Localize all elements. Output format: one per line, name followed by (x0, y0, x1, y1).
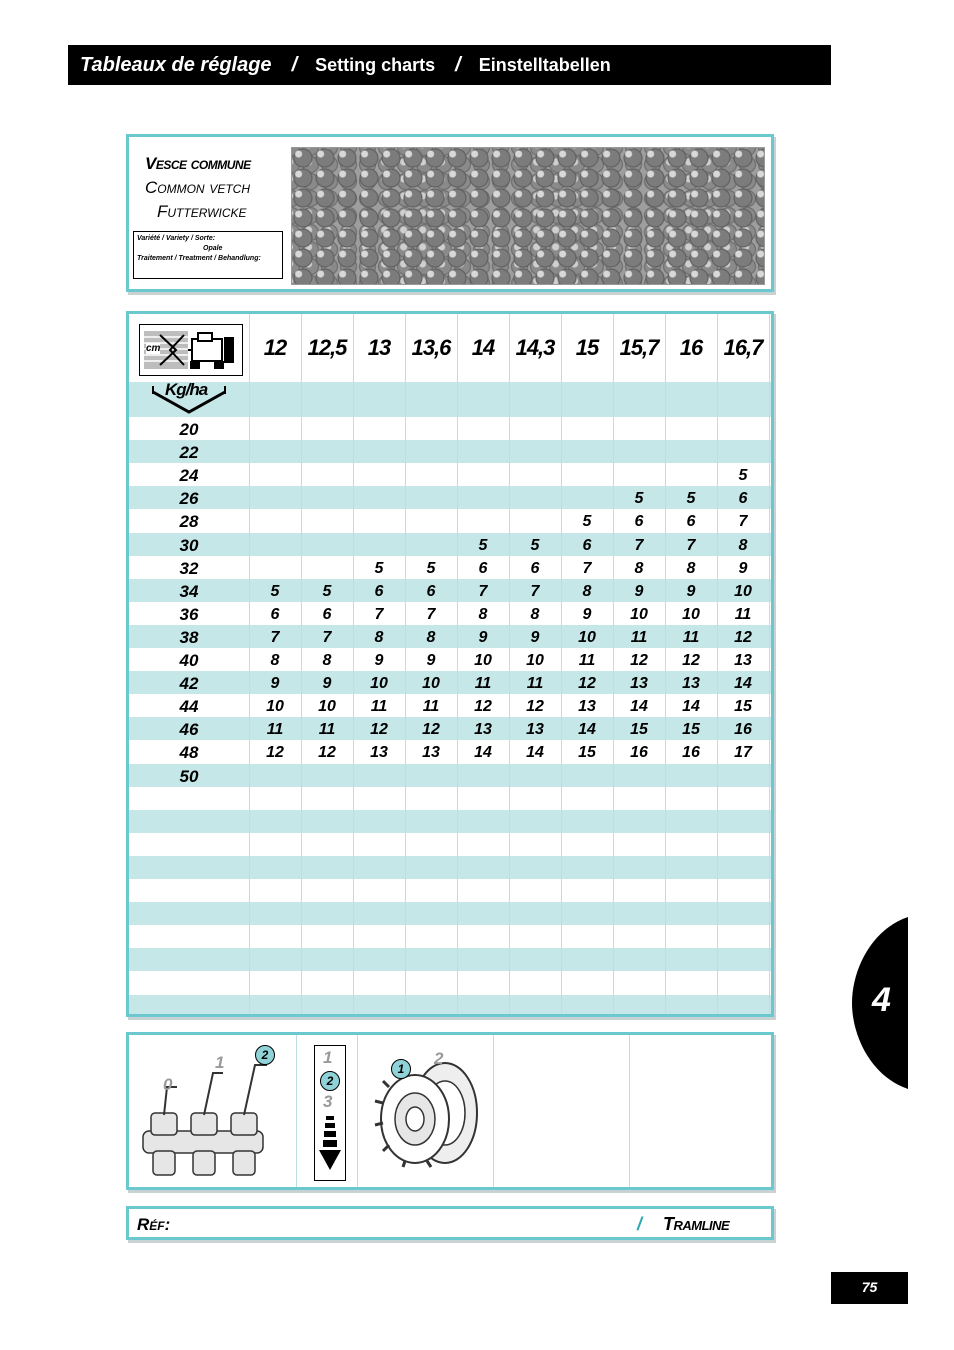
table-cell: 6 (634, 513, 644, 531)
table-band (129, 856, 771, 879)
table-cell: 6 (270, 605, 280, 623)
table-cell: 9 (686, 582, 696, 600)
page-number: 75 (831, 1272, 908, 1304)
table-cell: 8 (270, 652, 280, 669)
table-cell: 5 (426, 559, 436, 577)
table-cell: 10 (422, 675, 440, 693)
table-cell: 5 (530, 536, 540, 554)
variety-label: Variété / Variety / Sorte: (137, 235, 216, 242)
table-cell: 13 (526, 721, 544, 739)
table-cell: 9 (322, 675, 332, 693)
row-label: 30 (179, 535, 199, 555)
gauge-box (314, 1045, 346, 1181)
column-header: 13,6 (411, 335, 451, 360)
table-cell: 6 (582, 536, 592, 554)
table-cell: 11 (266, 721, 284, 739)
treatment-label: Traitement / Treatment / Behandlung: (137, 255, 261, 262)
table-cell: 10 (370, 675, 388, 693)
table-cell: 14 (526, 744, 544, 762)
table-cell: 11 (578, 652, 596, 669)
table-band (129, 948, 771, 971)
table-cell: 7 (426, 605, 436, 623)
row-label: 32 (179, 558, 199, 578)
table-cell: 12 (266, 744, 284, 762)
row-label: 24 (179, 466, 199, 486)
variety-box (133, 231, 283, 279)
table-cell: 8 (634, 559, 644, 577)
column-header: 15 (575, 335, 599, 360)
table-cell: 8 (426, 628, 436, 646)
table-cell: 6 (686, 513, 696, 531)
ref-panel (126, 1206, 774, 1240)
table-cell: 6 (426, 582, 436, 600)
table-cell: 12 (422, 721, 440, 739)
table-cell: 14 (578, 721, 596, 739)
table-cell: 11 (422, 698, 440, 716)
wheel-illustration (365, 1053, 485, 1173)
table-cell: 5 (634, 490, 644, 508)
column-header: 14,3 (515, 335, 555, 360)
table-cell: 15 (578, 744, 596, 762)
ref-label: Réf: (137, 1215, 171, 1234)
table-cell: 12 (318, 744, 336, 762)
column-header: 12,5 (307, 335, 347, 360)
row-label: 38 (179, 627, 199, 647)
table-cell: 13 (474, 721, 492, 739)
table-cell: 14 (630, 698, 648, 716)
lever-position-1: 1 (215, 1053, 225, 1072)
column-header: 14 (471, 335, 495, 360)
table-cell: 7 (374, 605, 384, 623)
row-label: 36 (179, 604, 199, 624)
table-cell: 13 (630, 675, 648, 693)
table-cell: 7 (478, 582, 488, 600)
table-cell: 8 (686, 559, 696, 577)
table-cell: 6 (530, 559, 540, 577)
table-cell: 10 (682, 605, 700, 623)
table-cell: 9 (270, 675, 280, 693)
table-cell: 7 (270, 628, 280, 646)
table-cell: 9 (426, 652, 436, 669)
table-cell: 10 (578, 628, 596, 646)
title-separator-1: / (291, 53, 298, 76)
table-cell: 11 (474, 675, 492, 693)
table-cell: 10 (526, 652, 544, 669)
table-cell: 16 (734, 721, 752, 739)
lever-position-2-selected: 2 (255, 1045, 275, 1065)
column-header: 16,7 (723, 335, 763, 360)
table-band (129, 995, 771, 1018)
table-cell: 12 (630, 652, 648, 669)
table-cell: 9 (478, 628, 488, 646)
table-cell: 7 (634, 536, 644, 554)
table-cell: 5 (738, 467, 748, 485)
table-cell: 9 (582, 605, 592, 623)
seed-name-de: Futterwicke (157, 202, 247, 221)
column-divider (769, 314, 770, 1014)
table-cell: 7 (322, 628, 332, 646)
table-cell: 9 (738, 559, 748, 577)
lever-position-0: 0 (163, 1075, 173, 1094)
seed-names (145, 152, 251, 224)
seed-panel (126, 134, 774, 292)
row-label: 28 (179, 512, 199, 532)
table-cell: 12 (370, 721, 388, 739)
row-label: 46 (179, 720, 199, 740)
row-label: 48 (179, 743, 199, 763)
table-cell: 10 (734, 582, 752, 600)
table-cell: 5 (582, 513, 592, 531)
rate-label (151, 378, 227, 416)
table-cell: 8 (738, 536, 748, 554)
ref-separator: / (637, 1214, 643, 1234)
title-en: Setting charts (315, 54, 436, 75)
table-cell: 6 (322, 605, 332, 623)
variety-value: Opale (203, 245, 223, 252)
table-band (129, 902, 771, 925)
setting-table (126, 311, 774, 1017)
table-cell: 8 (374, 628, 384, 646)
table-cell: 16 (682, 744, 700, 762)
table-cell: 13 (422, 744, 440, 762)
table-cell: 13 (578, 698, 596, 716)
rate-unit: Kg/ha (165, 380, 208, 399)
drill-icon (139, 324, 243, 376)
table-cell: 7 (582, 559, 592, 577)
table-band (129, 810, 771, 833)
table-cell: 11 (682, 628, 700, 646)
table-cell: 12 (682, 652, 700, 669)
table-cell: 11 (370, 698, 388, 716)
table-cell: 13 (682, 675, 700, 693)
table-cell: 8 (322, 652, 332, 669)
separator (493, 1035, 494, 1187)
table-cell: 12 (578, 675, 596, 693)
table-cell: 7 (530, 582, 540, 600)
table-cell: 11 (630, 628, 648, 646)
table-cell: 14 (734, 675, 752, 693)
gauge-level-3: 3 (323, 1092, 333, 1111)
column-header: 16 (679, 335, 703, 360)
table-cell: 15 (630, 721, 648, 739)
settings-panel (126, 1032, 774, 1190)
table-cell: 10 (474, 652, 492, 669)
table-cell: 7 (686, 536, 696, 554)
table-cell: 9 (634, 582, 644, 600)
table-cell: 11 (526, 675, 544, 693)
table-cell: 6 (478, 559, 488, 577)
down-arrow-icon (315, 1114, 345, 1178)
column-header: 12 (263, 335, 287, 360)
table-cell: 5 (322, 582, 332, 600)
gauge-level-1: 1 (323, 1048, 333, 1067)
table-cell: 5 (270, 582, 280, 600)
table-cell: 11 (318, 721, 336, 739)
row-label: 20 (179, 420, 199, 439)
seed-photo (291, 147, 765, 285)
table-cell: 16 (630, 744, 648, 762)
table-cell: 6 (374, 582, 384, 600)
table-cell: 6 (738, 490, 748, 508)
table-cell: 5 (374, 559, 384, 577)
chapter-tab (852, 917, 954, 1089)
seed-name-fr: Vesce commune (145, 154, 251, 173)
gauge-level-2-selected: 2 (320, 1071, 340, 1091)
row-label: 44 (179, 697, 199, 717)
table-cell: 14 (682, 698, 700, 716)
table-cell: 9 (530, 628, 540, 646)
wheel-option-2: 2 (434, 1049, 444, 1068)
separator (357, 1035, 358, 1187)
title-de: Einstelltabellen (478, 54, 611, 75)
table-cell: 5 (686, 490, 696, 508)
separator (296, 1035, 297, 1187)
seed-name-en: Common vetch (145, 178, 250, 197)
table-cell: 7 (738, 513, 748, 531)
row-label: 34 (179, 581, 199, 601)
row-label: 22 (179, 443, 199, 463)
icon-unit-label: cm (146, 343, 161, 354)
row-label: 50 (179, 766, 199, 786)
table-cell: 15 (682, 721, 700, 739)
table-cell: 9 (374, 652, 384, 669)
tramline-label: Tramline (663, 1214, 730, 1234)
title-fr: Tableaux de réglage (80, 53, 272, 76)
header-bar (68, 45, 831, 85)
table-cell: 8 (530, 605, 540, 623)
column-header: 15,7 (619, 335, 659, 360)
row-label: 26 (179, 489, 199, 509)
chapter-number: 4 (872, 981, 891, 1019)
table-cell: 12 (734, 628, 752, 646)
table-cell: 12 (526, 698, 544, 716)
table-cell: 10 (318, 698, 336, 716)
table-cell: 11 (734, 605, 752, 623)
table-cell: 10 (266, 698, 284, 716)
separator (629, 1035, 630, 1187)
table-cell: 5 (478, 536, 488, 554)
table-cell: 13 (734, 652, 752, 669)
row-label: 40 (179, 651, 199, 670)
column-header: 13 (367, 335, 391, 360)
table-cell: 8 (582, 582, 592, 600)
table-cell: 13 (370, 744, 388, 762)
table-cell: 10 (630, 605, 648, 623)
table-cell: 15 (734, 698, 752, 716)
table-cell: 17 (734, 744, 752, 762)
row-label: 42 (179, 674, 199, 694)
table-cell: 14 (474, 744, 492, 762)
title-separator-2: / (455, 53, 461, 76)
wheel-option-1-selected: 1 (391, 1059, 411, 1079)
table-cell: 12 (474, 698, 492, 716)
table-cell: 8 (478, 605, 488, 623)
